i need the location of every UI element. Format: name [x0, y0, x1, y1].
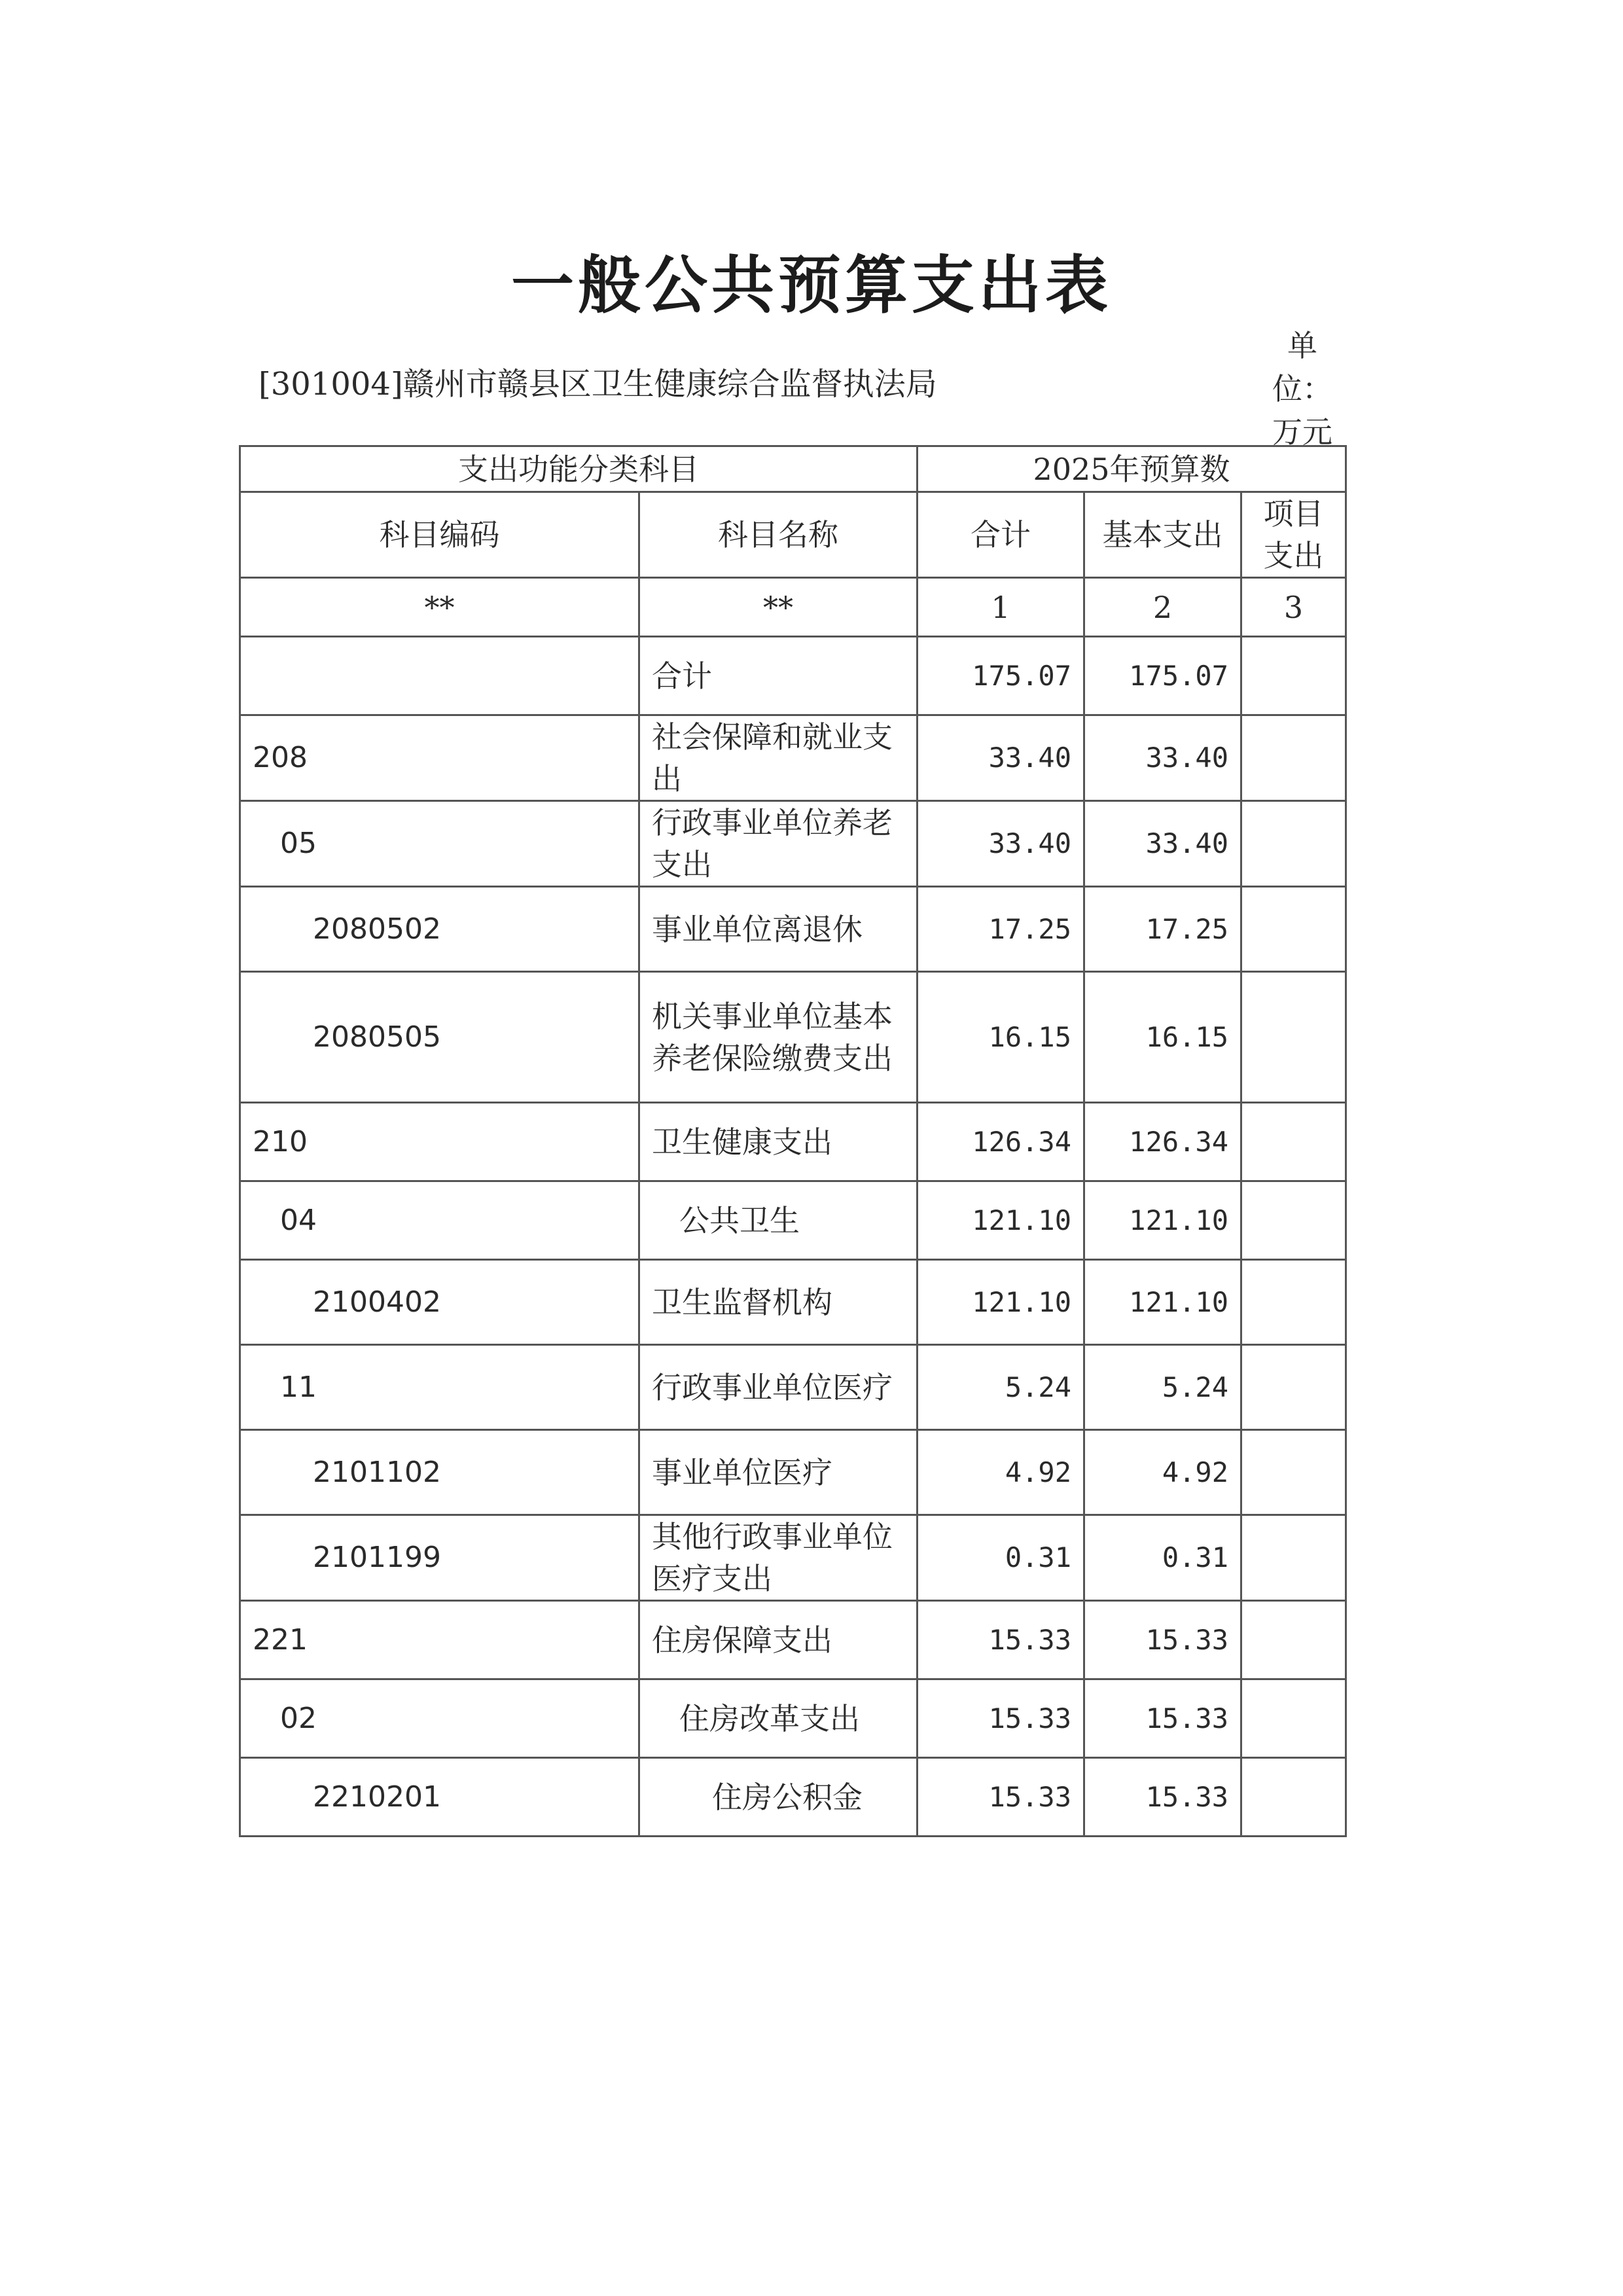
subject-code: 2100402 — [240, 1260, 639, 1345]
subject-name: 住房改革支出 — [639, 1679, 918, 1758]
total-value: 5.24 — [918, 1345, 1084, 1430]
project-value — [1241, 972, 1346, 1103]
table-row — [240, 1515, 1346, 1601]
subject-name: 行政事业单位医疗 — [639, 1345, 918, 1430]
subject-name: 卫生监督机构 — [639, 1260, 918, 1345]
total-value: 33.40 — [918, 801, 1084, 887]
project-value — [1241, 801, 1346, 887]
basic-value: 16.15 — [1084, 972, 1241, 1103]
subject-name: 机关事业单位基本养老保险缴费支出 — [639, 972, 918, 1103]
index-total: 1 — [918, 578, 1084, 637]
subject-code: 02 — [240, 1679, 639, 1758]
subject-code: 05 — [240, 801, 639, 887]
subject-code: 221 — [240, 1601, 639, 1679]
subject-name: 住房保障支出 — [639, 1601, 918, 1679]
table-row — [240, 637, 1346, 715]
subject-code: 11 — [240, 1345, 639, 1430]
basic-value: 15.33 — [1084, 1758, 1241, 1837]
table-row — [240, 1679, 1346, 1758]
header-project-expenditure: 项目支出 — [1241, 492, 1346, 578]
basic-value: 15.33 — [1084, 1601, 1241, 1679]
total-value: 126.34 — [918, 1103, 1084, 1181]
subject-name: 社会保障和就业支出 — [639, 715, 918, 801]
total-value: 0.31 — [918, 1515, 1084, 1601]
subject-code — [240, 637, 639, 715]
table-row — [240, 887, 1346, 972]
subject-code: 2101199 — [240, 1515, 639, 1601]
subject-code: 2080502 — [240, 887, 639, 972]
header-group-row — [240, 446, 1346, 492]
project-value — [1241, 1103, 1346, 1181]
subject-code: 208 — [240, 715, 639, 801]
project-value — [1241, 887, 1346, 972]
basic-value: 15.33 — [1084, 1679, 1241, 1758]
total-value: 33.40 — [918, 715, 1084, 801]
project-value — [1241, 1601, 1346, 1679]
table-row — [240, 972, 1346, 1103]
subject-name: 其他行政事业单位医疗支出 — [639, 1515, 918, 1601]
subject-name: 合计 — [639, 637, 918, 715]
header-subject-name: 科目名称 — [639, 492, 918, 578]
table-row — [240, 1601, 1346, 1679]
total-value: 16.15 — [918, 972, 1084, 1103]
table-row — [240, 715, 1346, 801]
total-value: 15.33 — [918, 1601, 1084, 1679]
basic-value: 121.10 — [1084, 1181, 1241, 1260]
subject-name: 公共卫生 — [639, 1181, 918, 1260]
project-value — [1241, 715, 1346, 801]
subject-code: 2080505 — [240, 972, 639, 1103]
index-name: ** — [639, 578, 918, 637]
total-value: 121.10 — [918, 1260, 1084, 1345]
subject-code: 04 — [240, 1181, 639, 1260]
header-function-classification: 支出功能分类科目 — [240, 446, 918, 492]
unit-line: 万元 — [1272, 414, 1332, 450]
project-value — [1241, 1679, 1346, 1758]
basic-value: 126.34 — [1084, 1103, 1241, 1181]
table-row — [240, 1181, 1346, 1260]
subject-code: 2101102 — [240, 1430, 639, 1515]
index-project: 3 — [1241, 578, 1346, 637]
subject-name: 事业单位医疗 — [639, 1430, 918, 1515]
subject-code: 2210201 — [240, 1758, 639, 1837]
project-value — [1241, 1345, 1346, 1430]
unit-line: 位： — [1272, 371, 1332, 406]
subject-name: 卫生健康支出 — [639, 1103, 918, 1181]
project-value — [1241, 1758, 1346, 1837]
total-value: 15.33 — [918, 1679, 1084, 1758]
basic-value: 121.10 — [1084, 1260, 1241, 1345]
basic-value: 4.92 — [1084, 1430, 1241, 1515]
project-value — [1241, 637, 1346, 715]
index-basic: 2 — [1084, 578, 1241, 637]
subject-name: 住房公积金 — [639, 1758, 918, 1837]
unit-line: 单 — [1287, 328, 1317, 363]
total-value: 15.33 — [918, 1758, 1084, 1837]
basic-value: 5.24 — [1084, 1345, 1241, 1430]
table-row — [240, 1758, 1346, 1837]
header-basic-expenditure: 基本支出 — [1084, 492, 1241, 578]
total-value: 175.07 — [918, 637, 1084, 715]
header-column-row — [240, 492, 1346, 578]
budget-table — [239, 445, 1347, 1837]
basic-value: 33.40 — [1084, 801, 1241, 887]
header-index-row — [240, 578, 1346, 637]
header-budget-year: 2025年预算数 — [918, 446, 1346, 492]
header-subject-code: 科目编码 — [240, 492, 639, 578]
subject-code: 210 — [240, 1103, 639, 1181]
project-value — [1241, 1181, 1346, 1260]
table-row — [240, 1260, 1346, 1345]
basic-value: 0.31 — [1084, 1515, 1241, 1601]
project-value — [1241, 1260, 1346, 1345]
page-title: 一般公共预算支出表 — [511, 248, 1112, 322]
total-value: 17.25 — [918, 887, 1084, 972]
index-code: ** — [240, 578, 639, 637]
total-value: 121.10 — [918, 1181, 1084, 1260]
table-row — [240, 1430, 1346, 1515]
subject-name: 行政事业单位养老支出 — [639, 801, 918, 887]
project-value — [1241, 1430, 1346, 1515]
basic-value: 175.07 — [1084, 637, 1241, 715]
subject-name: 事业单位离退休 — [639, 887, 918, 972]
basic-value: 33.40 — [1084, 715, 1241, 801]
table-row — [240, 1345, 1346, 1430]
total-value: 4.92 — [918, 1430, 1084, 1515]
organization-name: [301004]赣州市赣县区卫生健康综合监督执法局 — [259, 366, 937, 403]
basic-value: 17.25 — [1084, 887, 1241, 972]
unit-label — [1266, 324, 1338, 454]
table-row — [240, 801, 1346, 887]
header-total: 合计 — [918, 492, 1084, 578]
table-row — [240, 1103, 1346, 1181]
project-value — [1241, 1515, 1346, 1601]
